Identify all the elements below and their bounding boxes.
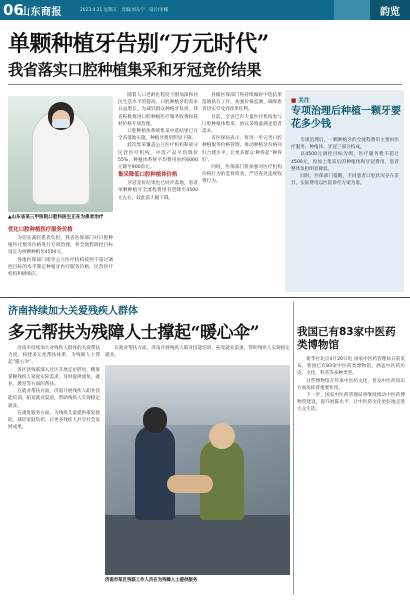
sidebar-tag: ■ 关注 [291, 96, 310, 104]
photo-person-left [135, 425, 175, 520]
story1-col1-more-para-2: 各地医保部门指导公立医疗机构按照不超过调控目标的水平制定种植牙医疗服务价格，民营医疗机构积极响应。 [8, 257, 113, 278]
page-number: 06 [3, 1, 24, 19]
story2-col2-para-1: 在就业帮扶方面，济南开展残疾人职业技能培训，拓宽就业渠道，帮助残疾人实现稳定就业。 [8, 389, 100, 409]
story2-photo-caption: 济南市某区残联工作人员在为残障人士提供服务 [105, 578, 198, 583]
section-badge: 韵览 [370, 0, 410, 20]
story2-col1-para-1: 济南市持续加大对残疾人群体的关爱帮扶力度，构建多元化帮扶体系，为残障人士撑起“暖心伞”。 [8, 346, 100, 366]
sidebar-body [291, 137, 399, 287]
story1-col2 [118, 92, 198, 292]
story1-photo-caption: ▲山东省某三甲医院口腔科医生正在为患者治疗 [8, 215, 104, 220]
story1-col1 [8, 226, 113, 292]
story2-intro-para: 在就业帮扶方面，济南开展残疾人职业技能培训，拓宽就业渠道，帮助残疾人实现稳定就业。 [105, 346, 290, 359]
column-divider [293, 302, 294, 594]
story2-col1-para-2: 各区县残联深入社区开展走访慰问，精准掌握残疾人家庭实际需求，及时提供康复、就业、教育等方面的帮扶。 [8, 367, 100, 388]
story2-kicker: 济南持续加大关爱残疾人群体 [8, 306, 138, 317]
story3-para-3: 下一步，国家中医药管理局将继续推动中医药博物馆建设，提升展陈水平，让中医药文化更好地走进大众生活。 [297, 393, 405, 413]
story1-headline: 单颗种植牙告别“万元时代” [8, 31, 269, 57]
story1-subheadline: 我省落实口腔种植集采和牙冠竞价结果 [8, 61, 262, 79]
photo-person-left-head [143, 407, 167, 433]
story1-col1-para-2: 口腔种植体系统集采中选结果已在全省落地实施，种植牙费用明显下降。 [118, 129, 198, 142]
section-divider [0, 297, 410, 298]
story1-photo [8, 96, 113, 212]
story1-divider [8, 84, 402, 85]
story2-intro [105, 345, 290, 363]
story1-col2-para-1: 此次集采覆盖公立医疗机构和部分民营医疗机构，中选产品平均降价55%，种植体系统平均费用由约6000元降至900余元。 [118, 143, 198, 171]
photo-person-right-head [209, 423, 235, 449]
masthead-accent [334, 0, 370, 20]
sidebar-para-3: 同时，医保部门提醒，不同患者口腔状况存在差异，实际费用以医院诊疗方案为准。 [291, 174, 399, 187]
story1-col2-para-2: 牙冠竞价结果也已同步落地，患者单颗种植牙全流程费用有望降至4500元左右，较此前大幅下降。 [118, 181, 198, 201]
photo-floor [105, 515, 290, 575]
sidebar-para-1: 专项治理后，一颗种植牙的全流程费用主要由医疗服务、种植体、牙冠三部分构成。 [291, 138, 399, 151]
photo-background-wall [105, 365, 290, 425]
story1-col2-para-3: 各级医保部门将持续做好中选结果落地执行工作，加强价格监测，确保患者切实享受到改革红利。 [202, 93, 282, 113]
sidebar-box [285, 90, 404, 292]
story2-col2-para-2: 在康复服务方面，为残疾儿童提供康复救助，减轻家庭负担，让更多残疾人共享社会发展成果。 [8, 410, 100, 431]
story3-para-1: 新华社北京4月20日电 国家中医药管理局日前发布，我国已有83家中医药类博物馆，涵盖中医药历史、文化、科普等多种类型。 [297, 357, 405, 377]
story1-col1-para-1: 随着人口老龄化程度不断加深和居民生活水平的提高，口腔种植牙的需求日益增长。为减轻群众种植牙负担，我省积极推进口腔种植医疗服务收费和耗材价格专项治理。 [118, 93, 198, 127]
story1-col1-subhead: 优化口腔种植医疗服务价格 [8, 227, 73, 233]
story1-col3-para-3: 同时，医保部门将加强对医疗机构价格行为的监督检查，严厉查处违规收费行为。 [202, 165, 282, 185]
story3-headline: 我国已有83家中医药类博物馆 [297, 326, 396, 351]
story1-col2-subhead: 集采降低口腔种植体价格 [118, 172, 178, 179]
story1-col3-para-2: 省医保局表示，将进一步完善口腔种植服务价格管理，推动种植牙价格回归合理水平，让更多群众‘种得起’‘种得好’。 [202, 136, 282, 163]
story3-body [297, 356, 405, 596]
story2-headline: 多元帮扶为残障人士撑起“暖心伞” [8, 323, 260, 343]
masthead [0, 0, 410, 20]
photo-hands [167, 475, 213, 493]
story1-col3 [202, 92, 282, 292]
paper-name: 山东商报 [20, 6, 62, 18]
sidebar-title: 专项治理后种植一颗牙要花多少钱 [291, 106, 401, 130]
story3-para-2: 这些博物馆在传承中医药文化、普及中医药知识方面发挥着重要作用。 [297, 378, 405, 391]
doctor-mask [52, 119, 70, 128]
issue-meta: 2023.4.21 星期五 责编/刘东宁 设计/李娜 [80, 8, 169, 13]
story1-col3-para-1: 目前，全省已有大量医疗机构参与口腔种植体集采，协议采购量满足患者需求。 [202, 114, 282, 135]
story1-col1-more-para-1: 为切实减轻患者负担，我省医保部门对口腔种植医疗服务价格进行专项治理，将全流程调控目标设定为单颗种植牙4500元。 [8, 236, 113, 256]
sidebar-para-2: 以4500元调控目标为例，医疗服务费不超过4500元，再加上集采后的种植体和牙冠费用，患者整体负担明显降低。 [291, 152, 399, 172]
story2-col1 [8, 345, 100, 595]
story2-photo [105, 365, 290, 575]
